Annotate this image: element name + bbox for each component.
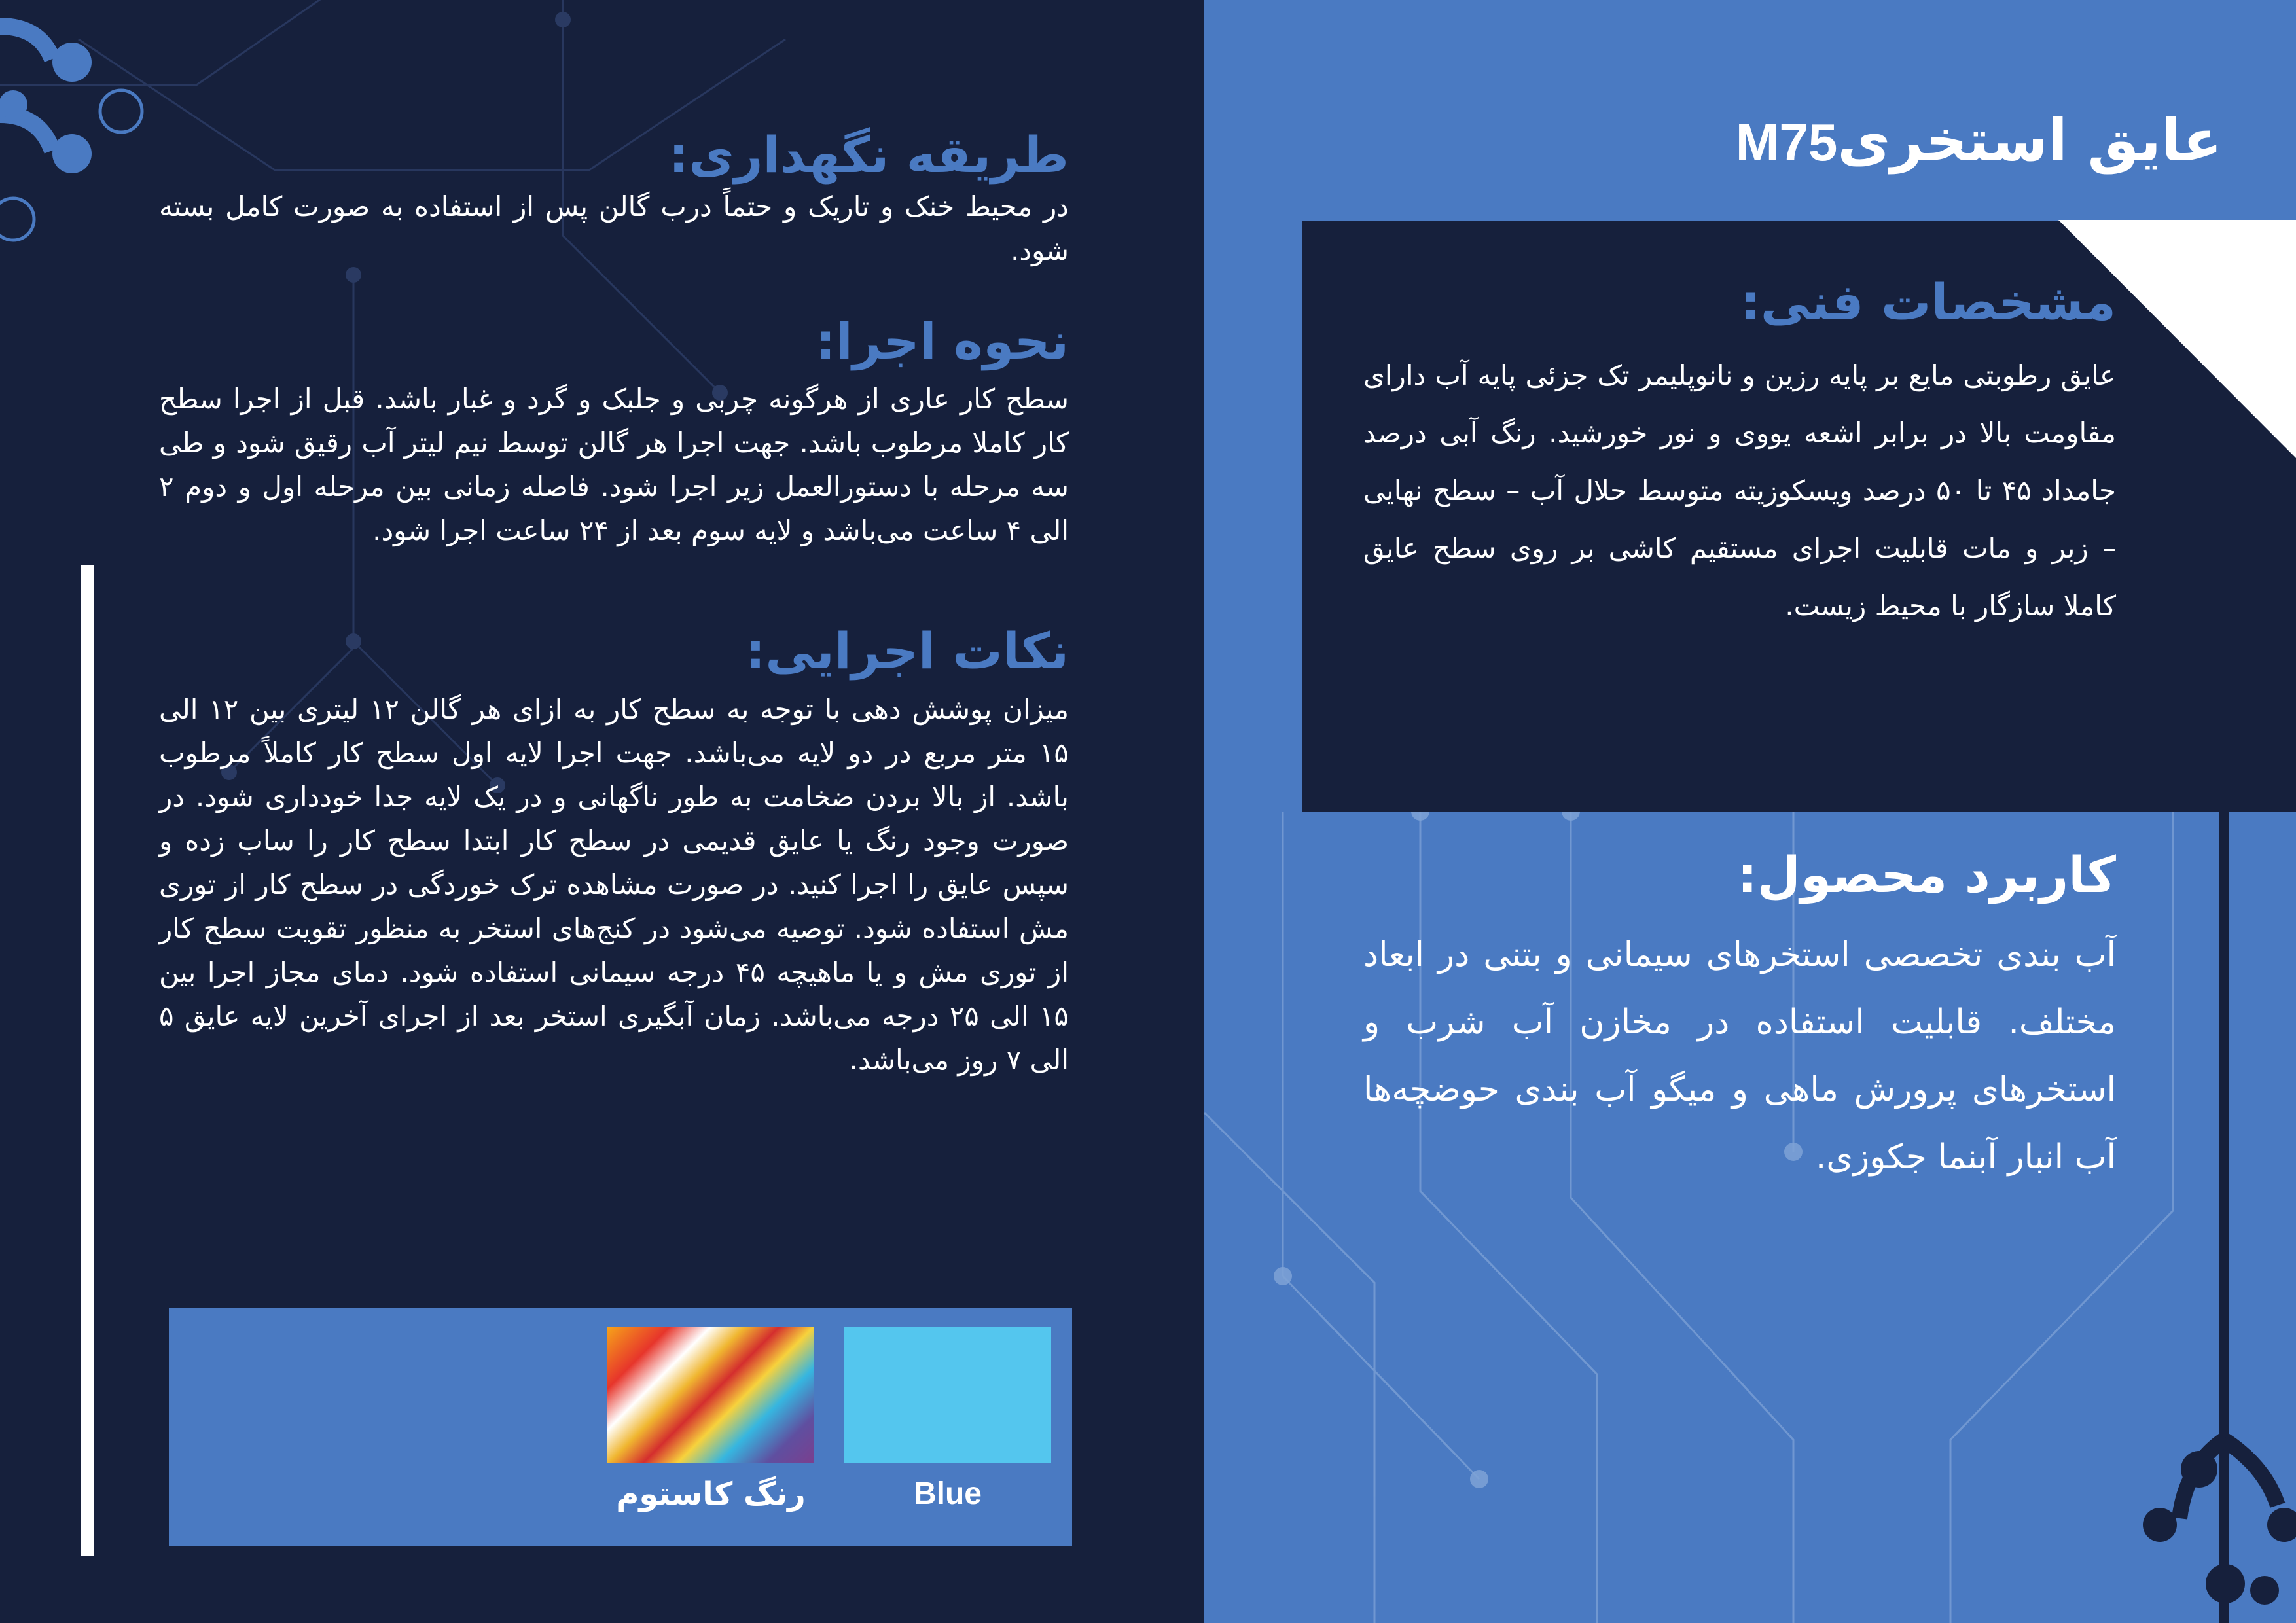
- application-method-body: سطح کار عاری از هرگونه چربی و جلبک و گرد و غبار باشد. قبل از اجرا سطح کار کاملا مرطوب باشد. جهت اجرا هر گالن توسط نیم لیتر آب رقیق شود و طی سه مرحله با دستورالعمل زیر اجرا شود. فاصله زمانی بین مرحله اول و دوم ۲ الی ۴ ساعت می‌باشد و لایه سوم بعد از ۲۴ ساعت اجرا شود.: [159, 383, 1069, 546]
- product-name: عایق استخری: [1837, 107, 2222, 174]
- application-method-heading: نحوه اجرا:: [816, 312, 1069, 370]
- blue-color-label: Blue: [913, 1476, 982, 1511]
- molecule-icon: [0, 26, 142, 240]
- execution-notes-heading: نکات اجرایی:: [745, 622, 1069, 680]
- specifications-heading: مشخصات فنی:: [1740, 273, 2116, 331]
- execution-notes-body: میزان پوشش دهی با توجه به سطح کار به ازای هر گالن ۱۲ لیتری بین ۱۲ الی ۱۵ متر مربع در دو لایه می‌باشد. جهت اجرا لایه اول سطح کار کاملاً مرطوب باشد. از بالا بردن ضخامت به طور ناگهانی و در یک لایه جدا خودداری شود. در صورت وجود رنگ یا عایق قدیمی در سطح کار ابتدا سطح کار را ساب زده و سپس عایق را اجرا کنید. در صورت مشاهده ترک خوردگی در سطح کار از توری مش استفاده شود. توصیه می‌شود در کنج‌های استخر به منظور تقویت سطح کار از توری مش و یا ماهیچه ۴۵ درجه سیمانی استفاده شود. دمای مجاز اجرا بین ۱۵ الی ۲۵ درجه می‌باشد. زمان آبگیری استخر بعد از اجرای آخرین لایه عایق ۵ الی ۷ روز می‌باشد.: [159, 693, 1069, 1076]
- storage-body: در محیط خنک و تاریک و حتماً درب گالن پس از استفاده به صورت کامل بسته شود.: [159, 190, 1069, 266]
- product-title: [1718, 105, 2222, 177]
- blue-color-swatch[interactable]: [844, 1327, 1051, 1463]
- vertical-divider: [81, 565, 94, 1556]
- product-code: M75: [1735, 113, 1838, 171]
- custom-color-swatch[interactable]: [607, 1327, 814, 1463]
- storage-heading: طریقه نگهداری:: [668, 126, 1069, 184]
- custom-color-label: رنگ کاستوم: [616, 1476, 806, 1512]
- specifications-body: عایق رطوبتی مایع بر پایه رزین و نانوپلیمر تک جزئی پایه آب دارای مقاومت بالا در برابر اشعه یووی و نور خورشید. رنگ آبی درصد جامداد ۴۵ تا ۵۰ درصد ویسکوزیته متوسط حلال آب – سطح نهایی – زبر و مات قابلیت اجرای مستقیم کاشی بر روی سطح عایق کاملا سازگار با محیط زیست.: [1363, 359, 2117, 622]
- usage-body: آب بندی تخصصی استخرهای سیمانی و بتنی در ابعاد مختلف. قابلیت استفاده در مخازن آب شرب و استخرهای پرورش ماهی و میگو آب بندی حوضچه‌ها آب انبار آبنما جکوزی.: [1363, 935, 2116, 1177]
- usage-heading: کاربرد محصول:: [1737, 846, 2116, 904]
